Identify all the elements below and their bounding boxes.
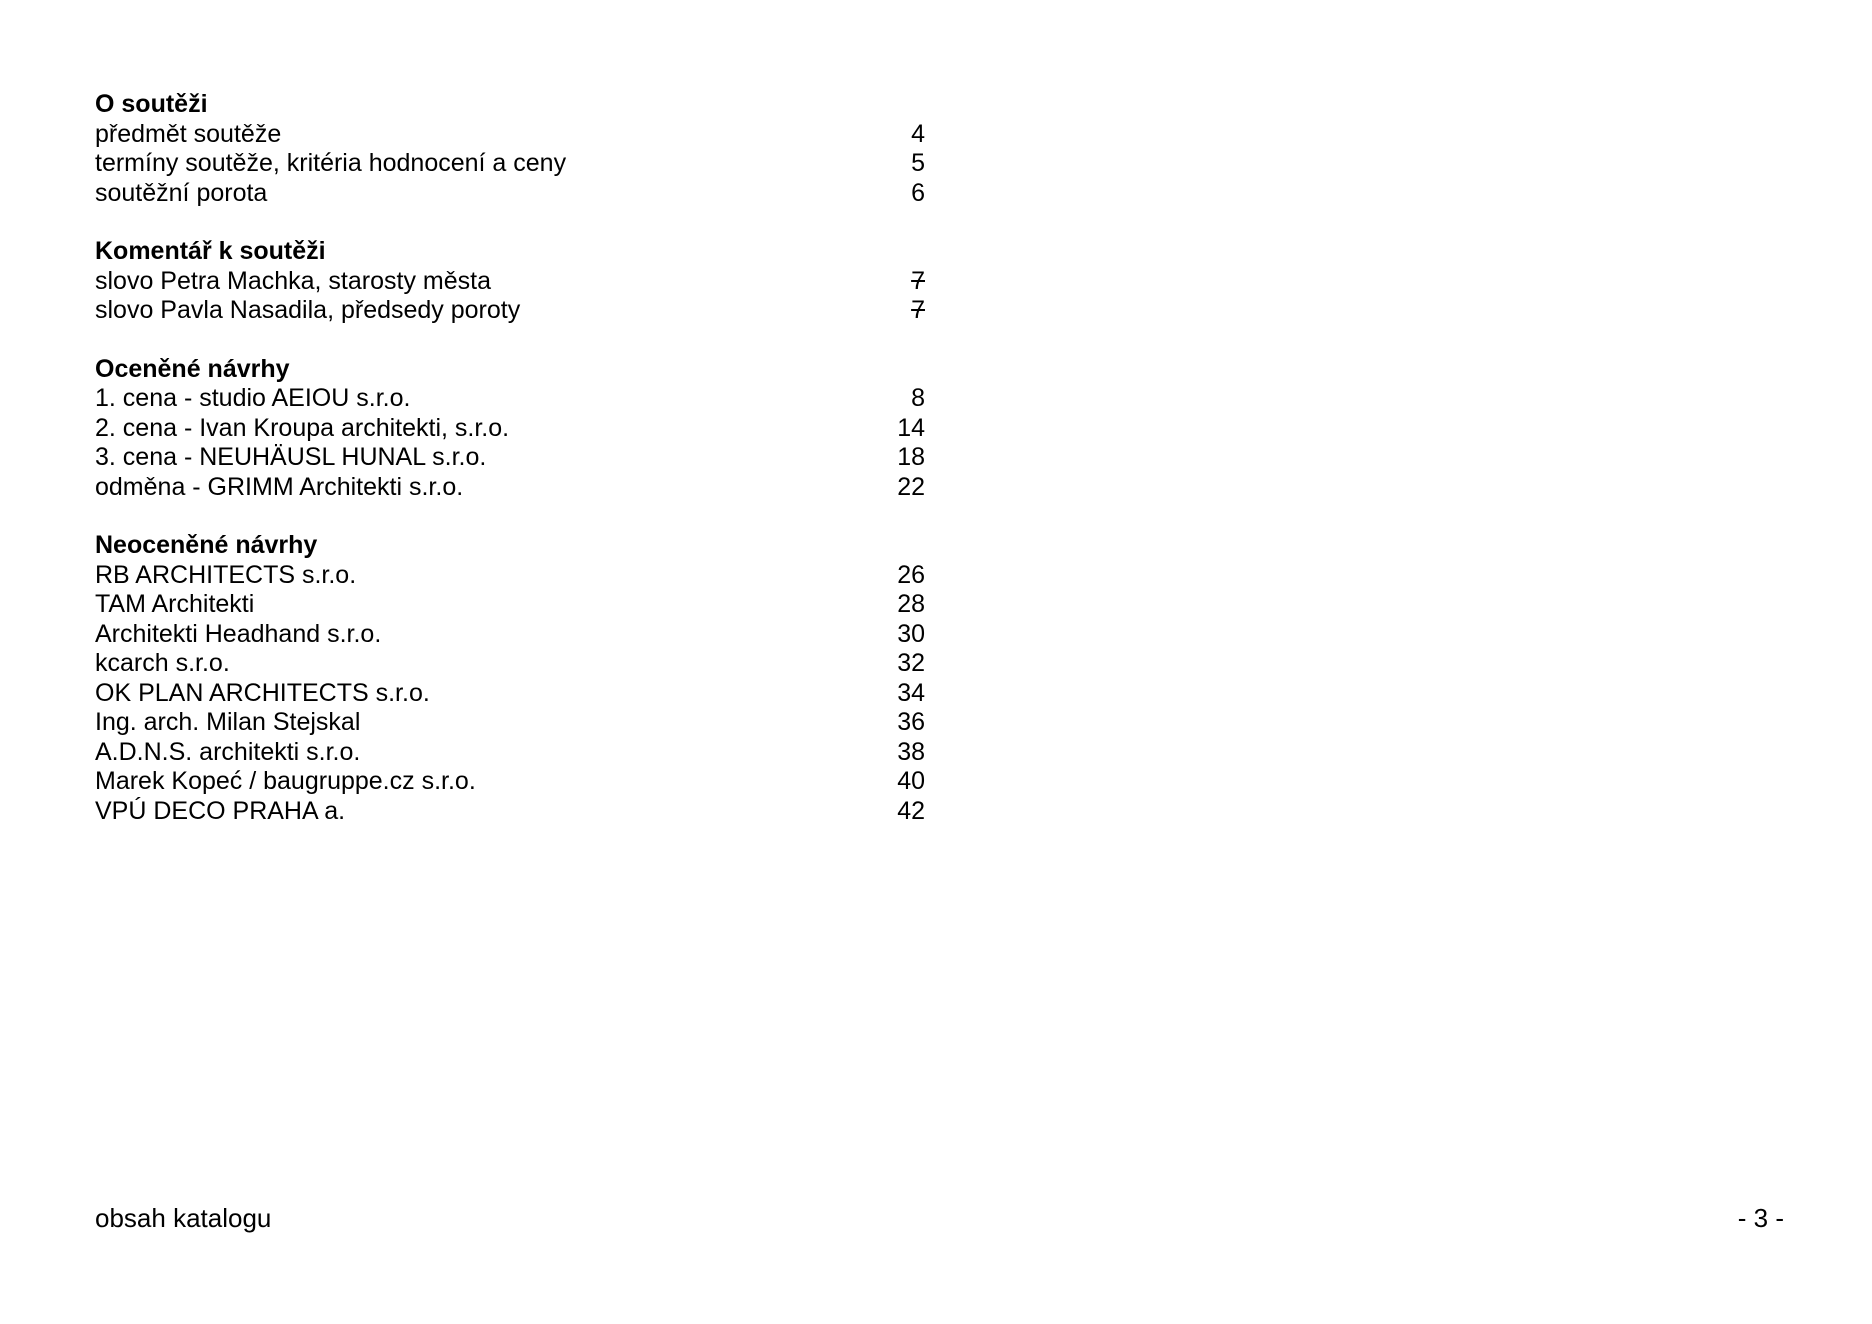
entry-page-number: 4 — [911, 119, 925, 148]
toc-section — [95, 237, 925, 326]
entry-title: slovo Pavla Nasadila, předsedy poroty — [95, 296, 521, 324]
entry-title: 1. cena - studio AEIOU s.r.o. — [95, 384, 411, 412]
entry-title: Architekti Headhand s.r.o. — [95, 619, 382, 648]
entry-page-number: 22 — [897, 472, 925, 501]
entry-page-number: 28 — [897, 590, 925, 618]
footer-title: obsah katalogu — [95, 1203, 272, 1233]
entry-title: A.D.N.S. architekti s.r.o. — [95, 737, 361, 766]
section-heading: Neoceněné návrhy — [95, 531, 318, 559]
entry-title: slovo Petra Machka, starosty města — [95, 266, 491, 295]
section-heading: Komentář k soutěži — [95, 237, 326, 265]
toc-entry — [95, 179, 925, 209]
entry-page-number: 40 — [897, 767, 925, 795]
toc-entry — [95, 679, 925, 709]
entry-page-number: 5 — [911, 149, 925, 177]
toc-entry — [95, 149, 925, 179]
entry-page-number: 6 — [911, 178, 925, 207]
toc-entry — [95, 120, 925, 150]
toc-entry — [95, 797, 925, 827]
entry-title: Ing. arch. Milan Stejskal — [95, 708, 361, 736]
entry-page-number: 38 — [897, 737, 925, 766]
entry-title: 3. cena - NEUHÄUSL HUNAL s.r.o. — [95, 443, 487, 471]
entry-title: odměna - GRIMM Architekti s.r.o. — [95, 472, 464, 501]
toc-entry — [95, 443, 925, 473]
entry-title: TAM Architekti — [95, 590, 255, 618]
toc-entry — [95, 561, 925, 591]
toc-entry — [95, 267, 925, 297]
entry-title: Marek Kopeć / baugruppe.cz s.r.o. — [95, 767, 476, 795]
entry-page-number: 7 — [911, 266, 925, 295]
toc-section — [95, 90, 925, 208]
toc-entry — [95, 708, 925, 738]
toc-section — [95, 355, 925, 503]
entry-page-number: 7 — [911, 296, 925, 324]
entry-title: kcarch s.r.o. — [95, 649, 230, 677]
entry-page-number: 26 — [897, 560, 925, 589]
table-of-contents — [95, 90, 925, 855]
entry-page-number: 36 — [897, 708, 925, 736]
entry-page-number: 30 — [897, 619, 925, 648]
entry-title: předmět soutěže — [95, 119, 282, 148]
entry-page-number: 8 — [911, 384, 925, 412]
toc-entry — [95, 620, 925, 650]
entry-page-number: 14 — [897, 413, 925, 442]
section-heading: O soutěži — [95, 90, 208, 118]
toc-entry — [95, 738, 925, 768]
entry-title: RB ARCHITECTS s.r.o. — [95, 560, 357, 589]
toc-entry — [95, 296, 925, 326]
toc-entry — [95, 473, 925, 503]
entry-title: OK PLAN ARCHITECTS s.r.o. — [95, 678, 430, 707]
page-number: - 3 - — [1737, 1203, 1784, 1233]
entry-page-number: 42 — [897, 796, 925, 825]
entry-title: 2. cena - Ivan Kroupa architekti, s.r.o. — [95, 413, 510, 442]
toc-entry — [95, 767, 925, 797]
entry-title: soutěžní porota — [95, 178, 268, 207]
toc-entry — [95, 384, 925, 414]
entry-page-number: 18 — [897, 443, 925, 471]
toc-entry — [95, 590, 925, 620]
toc-entry — [95, 649, 925, 679]
entry-page-number: 34 — [897, 678, 925, 707]
toc-entry — [95, 414, 925, 444]
toc-section — [95, 531, 925, 826]
entry-title: termíny soutěže, kritéria hodnocení a ceny — [95, 149, 567, 177]
section-heading: Oceněné návrhy — [95, 354, 290, 383]
entry-title: VPÚ DECO PRAHA a. — [95, 796, 346, 825]
entry-page-number: 32 — [897, 649, 925, 677]
